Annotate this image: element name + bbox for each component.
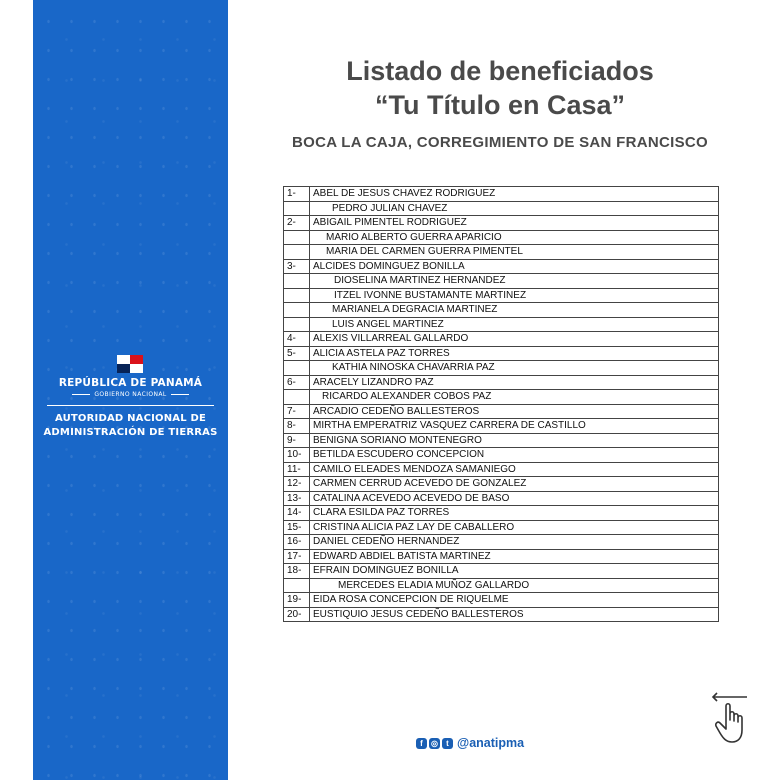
beneficiary-name: CARMEN CERRUD ACEVEDO DE GONZALEZ (310, 477, 719, 492)
beneficiary-name: KATHIA NINOSKA CHAVARRIA PAZ (310, 361, 719, 376)
row-number (284, 274, 310, 289)
beneficiary-name: RICARDO ALEXANDER COBOS PAZ (310, 390, 719, 405)
table-row (284, 346, 719, 361)
sidebar-panel (33, 0, 228, 780)
beneficiary-name: EFRAIN DOMINGUEZ BONILLA (310, 564, 719, 579)
panama-flag-icon (117, 355, 143, 373)
table-row (284, 593, 719, 608)
row-number: 4- (284, 332, 310, 347)
row-number: 2- (284, 216, 310, 231)
row-number (284, 303, 310, 318)
government-label: GOBIERNO NACIONAL (94, 391, 167, 398)
row-number (284, 230, 310, 245)
beneficiaries-table-body (284, 187, 719, 622)
page-subtitle: BOCA LA CAJA, CORREGIMIENTO DE SAN FRANCISCO (292, 134, 708, 151)
row-number: 15- (284, 520, 310, 535)
beneficiary-name: EUSTIQUIO JESUS CEDEÑO BALLESTEROS (310, 607, 719, 622)
table-row (284, 216, 719, 231)
beneficiary-name: EDWARD ABDIEL BATISTA MARTINEZ (310, 549, 719, 564)
beneficiaries-table (283, 186, 719, 622)
beneficiary-name: MARIO ALBERTO GUERRA APARICIO (310, 230, 719, 245)
row-number: 10- (284, 448, 310, 463)
beneficiary-name: CRISTINA ALICIA PAZ LAY DE CABALLERO (310, 520, 719, 535)
table-row (284, 462, 719, 477)
row-number (284, 317, 310, 332)
flag-quarter-white (117, 355, 130, 364)
row-number (284, 245, 310, 260)
flag-quarter-white-2 (130, 364, 143, 373)
table-row (284, 404, 719, 419)
instagram-icon[interactable]: ◎ (429, 738, 440, 749)
row-number: 7- (284, 404, 310, 419)
table-row (284, 491, 719, 506)
table-row (284, 201, 719, 216)
line-right (171, 394, 189, 395)
row-number: 8- (284, 419, 310, 434)
beneficiary-name: ITZEL IVONNE BUSTAMANTE MARTINEZ (310, 288, 719, 303)
table-row (284, 448, 719, 463)
table-row (284, 332, 719, 347)
beneficiary-name: BENIGNA SORIANO MONTENEGRO (310, 433, 719, 448)
sidebar-divider (47, 405, 214, 406)
authority-line-1: AUTORIDAD NACIONAL DE (54, 413, 207, 424)
beneficiary-name: ALICIA ASTELA PAZ TORRES (310, 346, 719, 361)
table-row (284, 433, 719, 448)
table-row (284, 506, 719, 521)
line-left (72, 394, 90, 395)
page-title-line-1: Listado de beneficiados (346, 56, 654, 86)
row-number: 6- (284, 375, 310, 390)
row-number: 5- (284, 346, 310, 361)
row-number: 17- (284, 549, 310, 564)
beneficiary-name: EIDA ROSA CONCEPCION DE RIQUELME (310, 593, 719, 608)
beneficiary-name: PEDRO JULIAN CHAVEZ (310, 201, 719, 216)
table-row (284, 419, 719, 434)
row-number (284, 578, 310, 593)
row-number: 20- (284, 607, 310, 622)
table-row (284, 317, 719, 332)
beneficiary-name: BETILDA ESCUDERO CONCEPCION (310, 448, 719, 463)
table-row (284, 549, 719, 564)
table-row (284, 520, 719, 535)
twitter-icon[interactable]: t (442, 738, 453, 749)
table-row (284, 361, 719, 376)
beneficiary-name: DIOSELINA MARTINEZ HERNANDEZ (310, 274, 719, 289)
row-number: 14- (284, 506, 310, 521)
table-row (284, 390, 719, 405)
beneficiary-name: MARIANELA DEGRACIA MARTINEZ (310, 303, 719, 318)
beneficiary-name: CLARA ESILDA PAZ TORRES (310, 506, 719, 521)
social-footer (416, 735, 524, 751)
beneficiary-name: LUIS ANGEL MARTINEZ (310, 317, 719, 332)
authority-line-2: ADMINISTRACIÓN DE TIERRAS (43, 427, 218, 438)
page-title-line-2: “Tu Título en Casa” (374, 90, 625, 120)
row-number: 3- (284, 259, 310, 274)
beneficiary-name: ARCADIO CEDEÑO BALLESTEROS (310, 404, 719, 419)
table-row (284, 477, 719, 492)
table-row (284, 245, 719, 260)
table-row (284, 303, 719, 318)
beneficiary-name: ABEL DE JESUS CHAVEZ RODRIGUEZ (310, 187, 719, 202)
beneficiary-name: CAMILO ELEADES MENDOZA SAMANIEGO (310, 462, 719, 477)
table-row (284, 288, 719, 303)
table-row (284, 535, 719, 550)
swipe-hand-icon (710, 690, 752, 746)
table-row (284, 274, 719, 289)
table-row (284, 607, 719, 622)
row-number (284, 361, 310, 376)
flag-quarter-blue (117, 364, 130, 373)
beneficiary-name: MARIA DEL CARMEN GUERRA PIMENTEL (310, 245, 719, 260)
social-handle[interactable]: @anatipma (457, 736, 525, 750)
beneficiary-name: MERCEDES ELADIA MUÑOZ GALLARDO (310, 578, 719, 593)
row-number: 19- (284, 593, 310, 608)
table-row (284, 230, 719, 245)
table-row (284, 259, 719, 274)
row-number (284, 288, 310, 303)
table-row (284, 187, 719, 202)
row-number: 9- (284, 433, 310, 448)
row-number: 1- (284, 187, 310, 202)
row-number: 12- (284, 477, 310, 492)
beneficiary-name: DANIEL CEDEÑO HERNANDEZ (310, 535, 719, 550)
row-number: 13- (284, 491, 310, 506)
row-number: 11- (284, 462, 310, 477)
beneficiary-name: MIRTHA EMPERATRIZ VASQUEZ CARRERA DE CASTILLO (310, 419, 719, 434)
row-number: 16- (284, 535, 310, 550)
row-number (284, 390, 310, 405)
beneficiary-name: CATALINA ACEVEDO ACEVEDO DE BASO (310, 491, 719, 506)
beneficiary-name: ARACELY LIZANDRO PAZ (310, 375, 719, 390)
table-row (284, 375, 719, 390)
beneficiary-name: ALEXIS VILLARREAL GALLARDO (310, 332, 719, 347)
flag-quarter-red (130, 355, 143, 364)
beneficiary-name: ABIGAIL PIMENTEL RODRIGUEZ (310, 216, 719, 231)
facebook-icon[interactable]: f (416, 738, 427, 749)
table-row (284, 578, 719, 593)
republic-label: REPÚBLICA DE PANAMÁ (58, 377, 203, 389)
row-number: 18- (284, 564, 310, 579)
table-row (284, 564, 719, 579)
row-number (284, 201, 310, 216)
beneficiary-name: ALCIDES DOMINGUEZ BONILLA (310, 259, 719, 274)
government-label-row (33, 391, 228, 398)
